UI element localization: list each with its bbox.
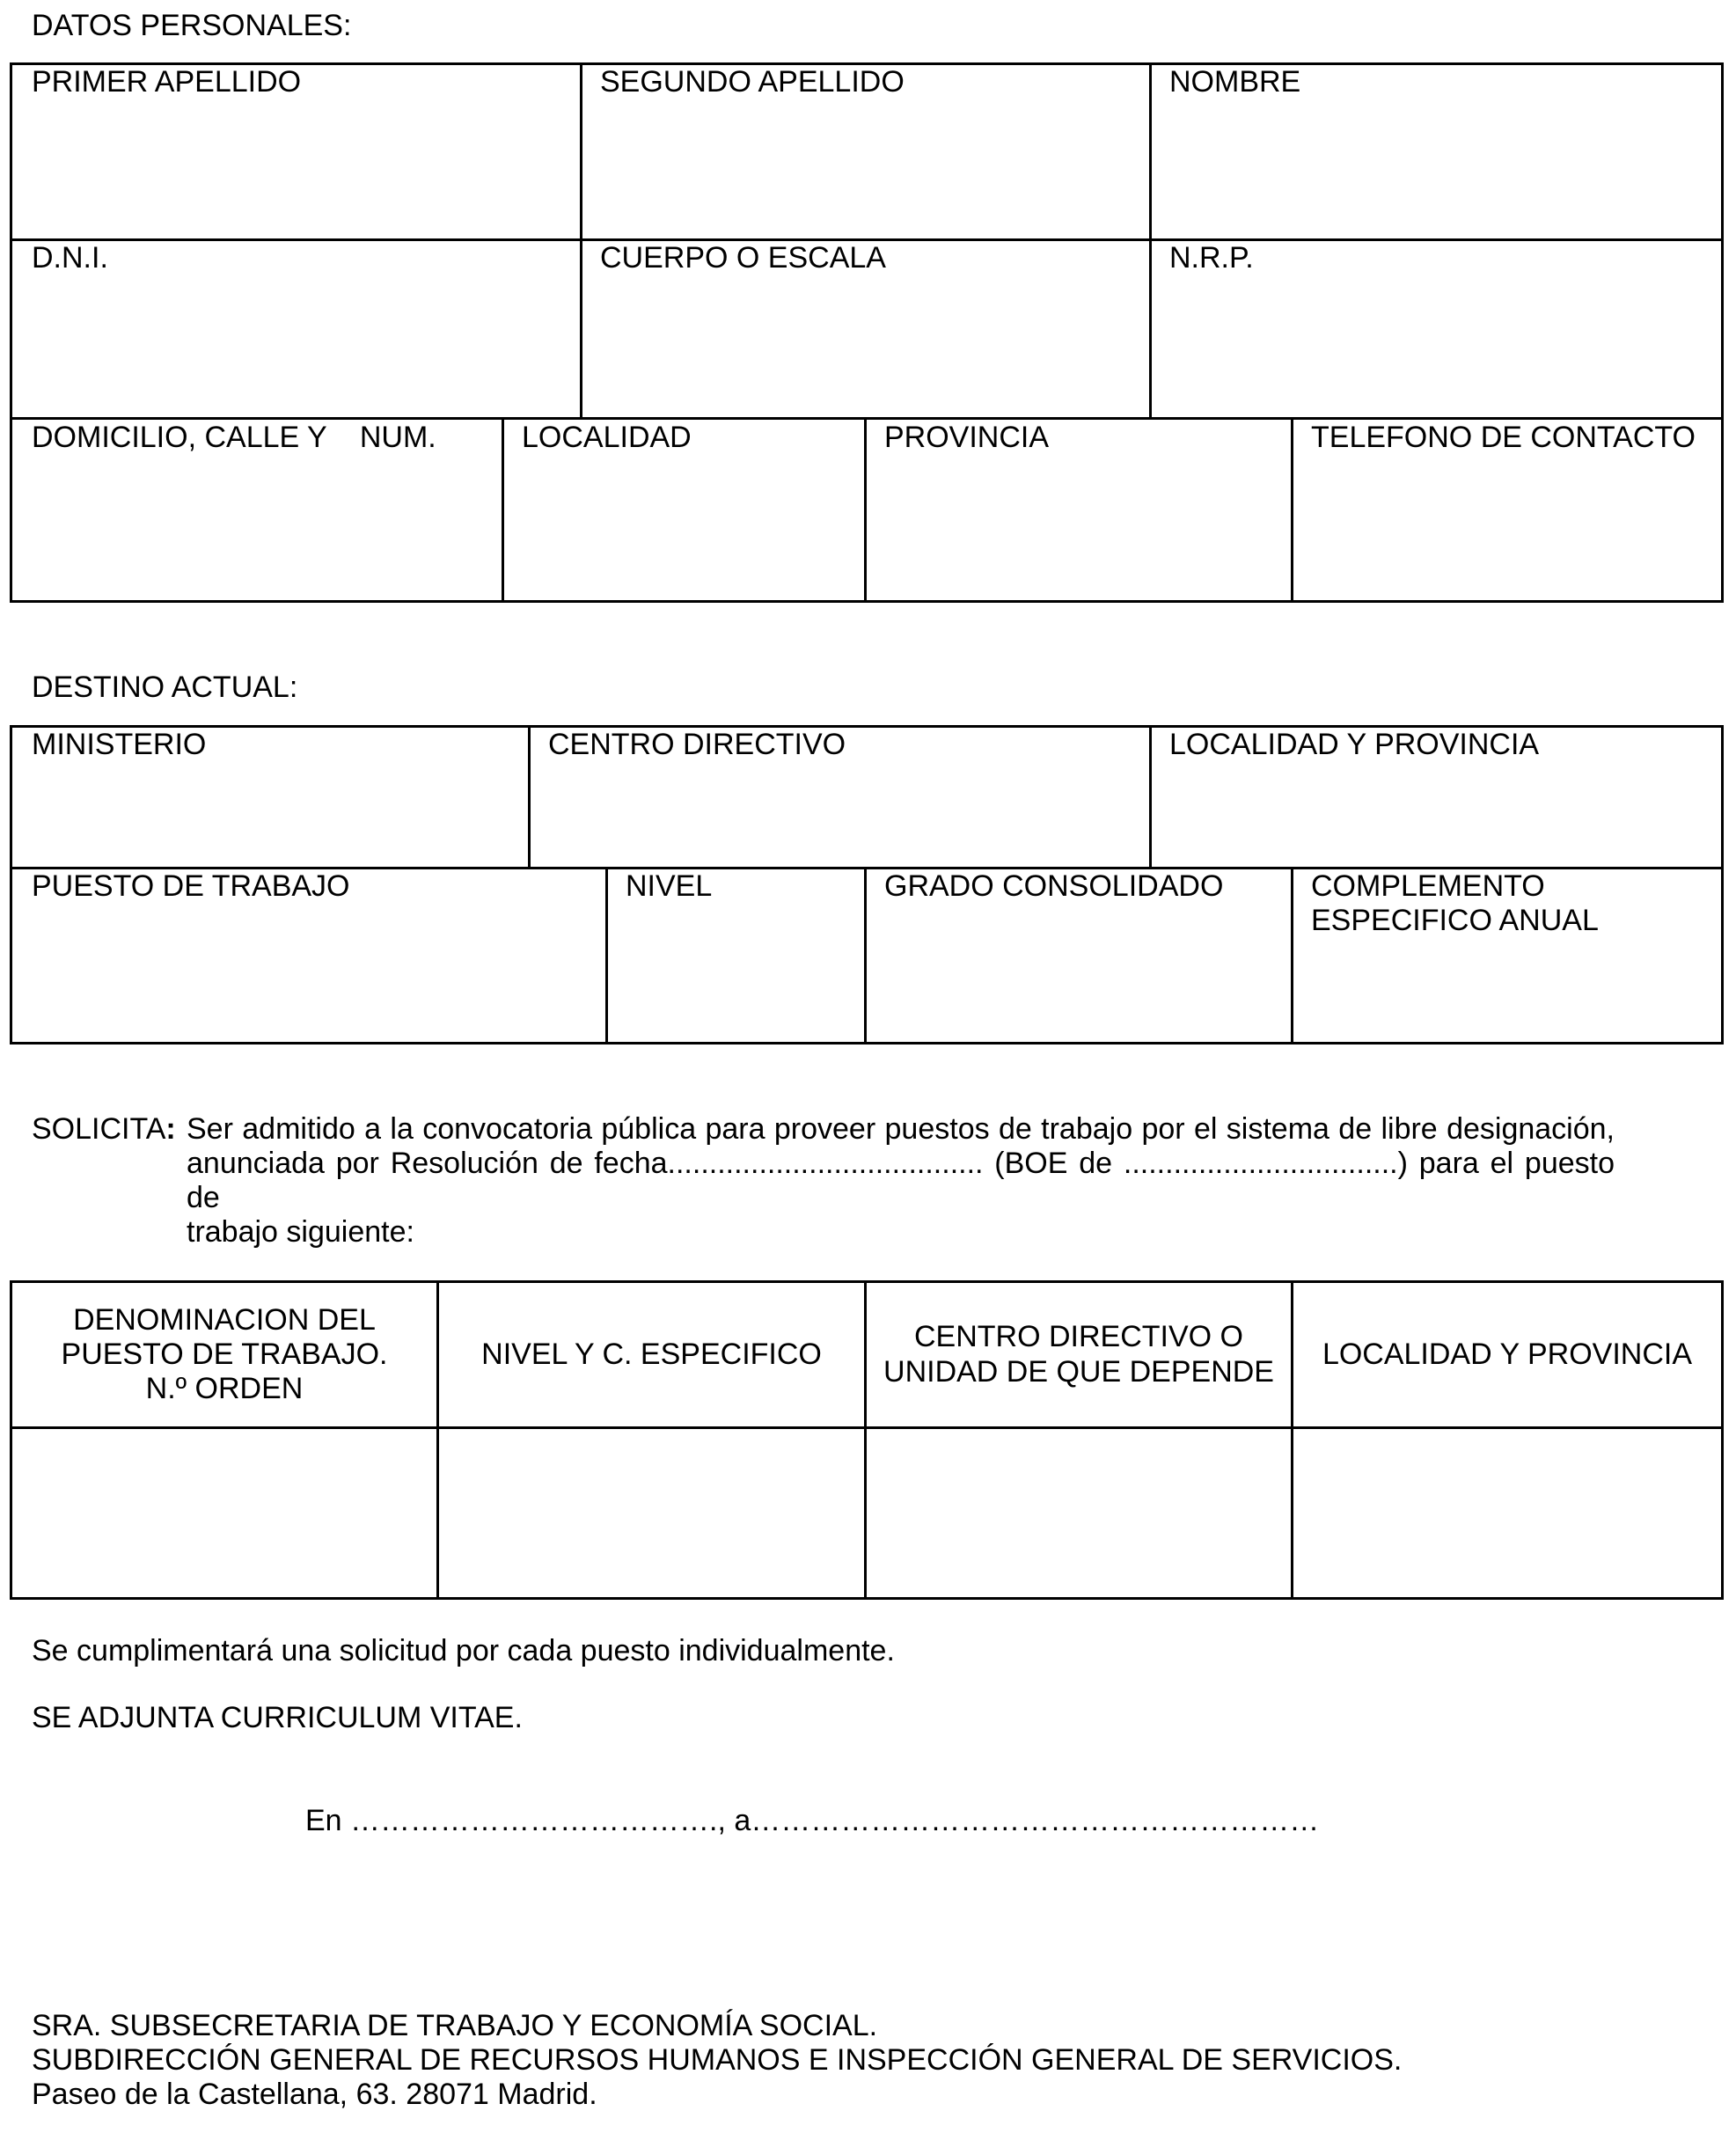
field-cuerpo-escala[interactable]: CUERPO O ESCALA — [600, 241, 886, 275]
puesto-header-nivel — [439, 1283, 864, 1426]
note-una-solicitud: Se cumplimentará una solicitud por cada puesto individualmente. — [32, 1634, 895, 1668]
field-nrp[interactable]: N.R.P. — [1169, 241, 1254, 275]
table-divider — [580, 62, 582, 419]
signature-place-date[interactable]: En ………………………………., a………………………………………………… — [305, 1804, 1320, 1837]
puesto-cell-denominacion[interactable] — [12, 1429, 436, 1597]
field-domicilio[interactable]: DOMICILIO, CALLE Y NUM. — [32, 421, 436, 454]
table-divider — [864, 867, 867, 1045]
field-ministerio[interactable]: MINISTERIO — [32, 728, 207, 761]
field-provincia[interactable]: PROVINCIA — [884, 421, 1050, 454]
puesto-header-localidad — [1293, 1283, 1721, 1426]
table-divider — [1291, 417, 1293, 603]
header-line: PUESTO DE TRABAJO. — [61, 1337, 388, 1371]
solicita-text — [187, 1112, 1615, 1250]
field-dni[interactable]: D.N.I. — [32, 241, 108, 275]
field-complemento-especifico[interactable] — [1311, 869, 1599, 938]
field-segundo-apellido[interactable]: SEGUNDO APELLIDO — [600, 65, 905, 99]
address-line-3: Paseo de la Castellana, 63. 28071 Madrid. — [32, 2078, 597, 2111]
table-divider — [502, 417, 504, 603]
puesto-header-centro — [867, 1283, 1291, 1426]
address-line-2: SUBDIRECCIÓN GENERAL DE RECURSOS HUMANOS E INSPECCIÓN GENERAL DE SERVICIOS. — [32, 2043, 1403, 2077]
puesto-cell-centro[interactable] — [867, 1429, 1291, 1597]
solicita-line-2: anunciada por Resolución de fecha...................................... (BOE de .................................) para el puesto de — [187, 1147, 1615, 1215]
table-divider — [528, 725, 531, 869]
solicita-label — [32, 1112, 176, 1147]
field-centro-directivo[interactable]: CENTRO DIRECTIVO — [548, 728, 846, 761]
table-divider — [1291, 867, 1293, 1045]
puesto-header-denominacion — [12, 1283, 436, 1426]
personal-data-table — [10, 62, 1724, 603]
table-divider — [1149, 62, 1152, 419]
address-line-1: SRA. SUBSECRETARIA DE TRABAJO Y ECONOMÍA SOCIAL. — [32, 2009, 878, 2042]
field-nombre[interactable]: NOMBRE — [1169, 65, 1301, 99]
table-divider — [1149, 725, 1152, 869]
complemento-label-line2: ESPECIFICO ANUAL — [1311, 904, 1599, 938]
solicita-word: SOLICITA — [32, 1112, 166, 1146]
table-divider — [10, 417, 1724, 420]
field-grado-consolidado[interactable]: GRADO CONSOLIDADO — [884, 869, 1224, 903]
field-localidad-provincia[interactable]: LOCALIDAD Y PROVINCIA — [1169, 728, 1540, 761]
puesto-cell-nivel[interactable] — [439, 1429, 864, 1597]
header-line: DENOMINACION DEL — [73, 1302, 376, 1337]
table-divider — [605, 867, 608, 1045]
puesto-cell-localidad[interactable] — [1293, 1429, 1721, 1597]
solicita-colon: : — [165, 1112, 176, 1146]
header-line: UNIDAD DE QUE DEPENDE — [883, 1354, 1274, 1389]
header-line: CENTRO DIRECTIVO O — [913, 1320, 1244, 1354]
note-curriculum: SE ADJUNTA CURRICULUM VITAE. — [32, 1701, 523, 1734]
header-line: NIVEL Y C. ESPECIFICO — [481, 1337, 822, 1371]
solicita-line-3: trabajo siguiente: — [187, 1215, 414, 1250]
field-nivel[interactable]: NIVEL — [626, 869, 713, 903]
complemento-label-line1: COMPLEMENTO — [1311, 869, 1545, 903]
section-title-datos-personales: DATOS PERSONALES: — [32, 9, 352, 42]
section-title-destino-actual: DESTINO ACTUAL: — [32, 671, 298, 704]
field-localidad[interactable]: LOCALIDAD — [522, 421, 692, 454]
header-line: N.º ORDEN — [145, 1372, 304, 1406]
field-puesto-trabajo[interactable]: PUESTO DE TRABAJO — [32, 869, 350, 903]
field-primer-apellido[interactable]: PRIMER APELLIDO — [32, 65, 302, 99]
table-divider — [864, 417, 867, 603]
field-telefono[interactable]: TELEFONO DE CONTACTO — [1311, 421, 1696, 454]
solicita-line-1: Ser admitido a la convocatoria pública para proveer puestos de trabajo por el sistema de libre designación, — [187, 1112, 1615, 1146]
header-line: LOCALIDAD Y PROVINCIA — [1322, 1337, 1693, 1371]
